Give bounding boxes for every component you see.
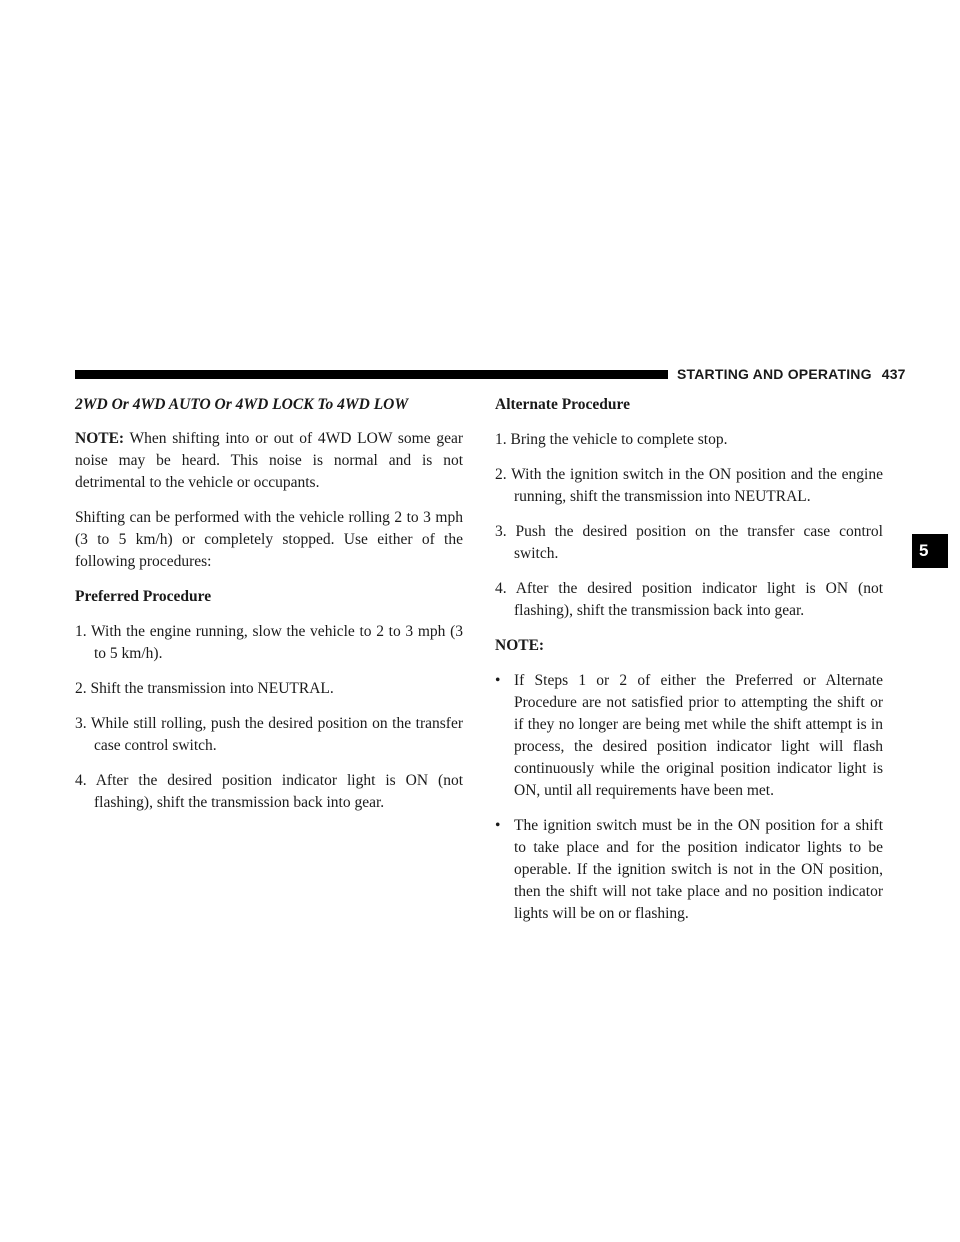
preferred-step: 1. With the engine running, slow the vehicle to 2 to 3 mph (3 to 5 km/h). <box>75 623 463 662</box>
bullet-text: If Steps 1 or 2 of either the Preferred or Alternate Procedure are not satisfied prior to attempting the shift or if they no longer are being met while the shift attempt is in process, the desired position indicator light will flash continuously while the original position indicator light is ON, until all requirements have been met. <box>514 672 883 799</box>
header-rule <box>75 370 668 379</box>
section-title: STARTING AND OPERATING <box>677 366 872 382</box>
preferred-step: 2. Shift the transmission into NEUTRAL. <box>75 680 334 697</box>
right-column <box>495 394 883 938</box>
note-paragraph <box>75 428 463 494</box>
preferred-step: 4. After the desired position indicator light is ON (not flashing), shift the transmission back into gear. <box>75 772 463 811</box>
preferred-step: 3. While still rolling, push the desired position on the transfer case control switch. <box>75 715 463 754</box>
chapter-tab: 5 <box>912 534 948 568</box>
alternate-heading: Alternate Procedure <box>495 396 631 413</box>
alternate-step: 3. Push the desired position on the transfer case control switch. <box>495 523 883 562</box>
note-bullet-item <box>495 815 883 925</box>
left-column <box>75 394 463 827</box>
note-bullet-item <box>495 670 883 802</box>
note-label: NOTE: <box>495 637 545 654</box>
intro-paragraph: Shifting can be performed with the vehicle rolling 2 to 3 mph (3 to 5 km/h) or completely stopped. Use either of the following procedures: <box>75 509 463 570</box>
alternate-step: 2. With the ignition switch in the ON position and the engine running, shift the transmission into NEUTRAL. <box>495 466 883 505</box>
note-label: NOTE: <box>75 430 125 447</box>
alternate-step: 1. Bring the vehicle to complete stop. <box>495 431 728 448</box>
bullet-text: The ignition switch must be in the ON position for a shift to take place and for the position indicator lights to be operable. If the ignition switch is not in the ON position, then the shift will not take place and no position indicator lights will be on or flashing. <box>514 817 883 922</box>
preferred-heading: Preferred Procedure <box>75 588 212 605</box>
page-number: 437 <box>881 366 906 382</box>
section-heading: 2WD Or 4WD AUTO Or 4WD LOCK To 4WD LOW <box>75 396 409 413</box>
bullet-icon: • <box>495 672 501 689</box>
note-text: When shifting into or out of 4WD LOW some gear noise may be heard. This noise is normal and is not detrimental to the vehicle or occupants. <box>75 430 463 491</box>
bullet-icon: • <box>495 817 501 834</box>
running-header <box>677 366 906 382</box>
alternate-step: 4. After the desired position indicator light is ON (not flashing), shift the transmission back into gear. <box>495 580 883 619</box>
